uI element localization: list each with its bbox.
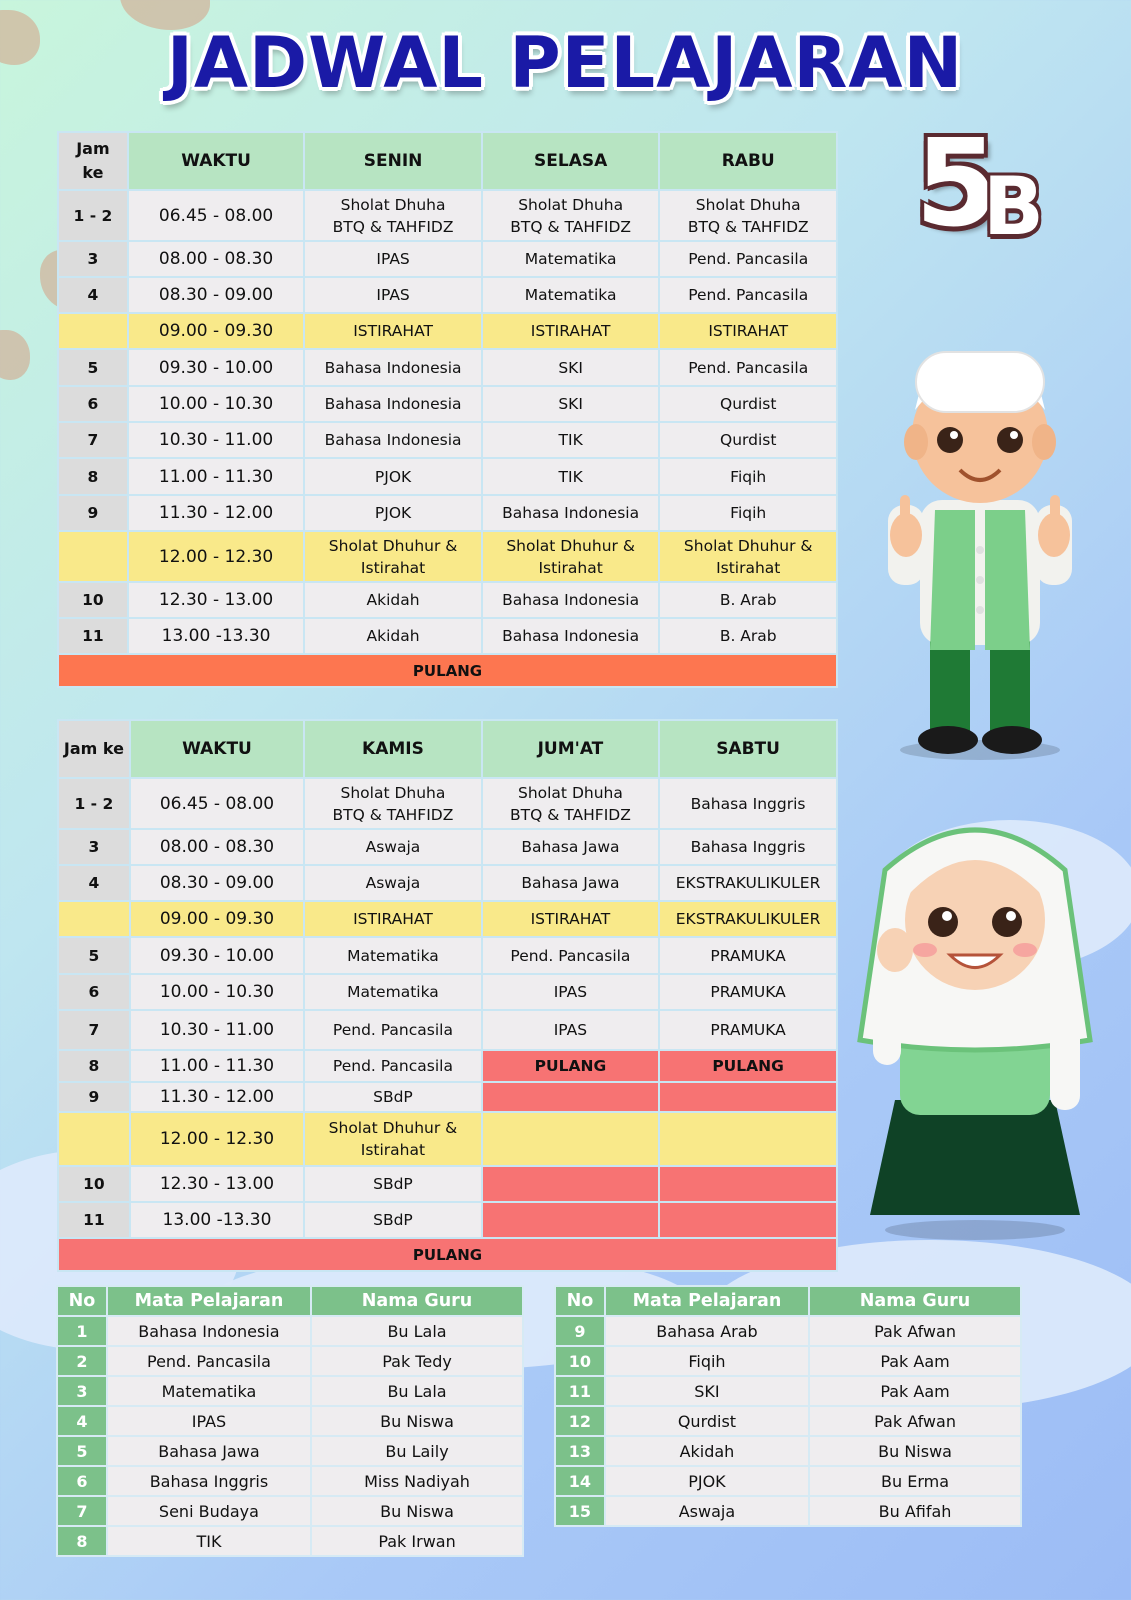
- teacher-row: [555, 1376, 1021, 1406]
- jam-ke-cell: 4: [58, 277, 128, 313]
- schedule-row: [58, 386, 837, 422]
- waktu-cell: 08.30 - 09.00: [130, 865, 304, 901]
- jam-ke-cell: 8: [58, 458, 128, 495]
- schedule-row: [58, 313, 837, 349]
- header-no: No: [57, 1286, 107, 1316]
- header-jam-ke: Jam ke: [58, 720, 130, 778]
- jam-ke-cell: 10: [58, 582, 128, 618]
- pulang-row: [58, 1238, 837, 1271]
- schedule-row: [58, 1050, 837, 1082]
- subject-cell: [659, 1166, 837, 1202]
- teacher-no: 10: [555, 1346, 605, 1376]
- subject-cell: [659, 1112, 837, 1166]
- subject-cell: [482, 1202, 659, 1238]
- jam-ke-cell: 10: [58, 1166, 130, 1202]
- subject-cell: ISTIRAHAT: [304, 313, 482, 349]
- subject-cell: Sholat Dhuha BTQ & TAHFIDZ: [304, 778, 482, 829]
- subject-name: Bahasa Inggris: [107, 1466, 311, 1496]
- subject-cell: [482, 1112, 659, 1166]
- teacher-name: Bu Niswa: [311, 1496, 523, 1526]
- waktu-cell: 12.30 - 13.00: [130, 1166, 304, 1202]
- teacher-table-right: [554, 1285, 1022, 1527]
- waktu-cell: 08.00 - 08.30: [130, 829, 304, 865]
- teacher-row: [555, 1346, 1021, 1376]
- teacher-list: [57, 1316, 523, 1556]
- subject-name: Bahasa Arab: [605, 1316, 809, 1346]
- teacher-row: [555, 1436, 1021, 1466]
- jam-ke-cell: [58, 1112, 130, 1166]
- schedule-row: [58, 829, 837, 865]
- waktu-cell: 08.30 - 09.00: [128, 277, 304, 313]
- jam-ke-cell: 6: [58, 974, 130, 1010]
- subject-cell: Sholat Dhuhur & Istirahat: [304, 531, 482, 582]
- jam-ke-cell: 7: [58, 422, 128, 458]
- subject-name: Qurdist: [605, 1406, 809, 1436]
- subject-cell: ISTIRAHAT: [482, 901, 659, 937]
- waktu-cell: 10.00 - 10.30: [128, 386, 304, 422]
- teacher-no: 6: [57, 1466, 107, 1496]
- teacher-no: 15: [555, 1496, 605, 1526]
- teacher-name: Pak Afwan: [809, 1406, 1021, 1436]
- subject-cell: Sholat Dhuha BTQ & TAHFIDZ: [659, 190, 837, 241]
- header-waktu: WAKTU: [130, 720, 304, 778]
- subject-cell: Bahasa Indonesia: [304, 349, 482, 386]
- jam-ke-cell: 4: [58, 865, 130, 901]
- jam-ke-cell: [58, 901, 130, 937]
- teacher-row: [57, 1466, 523, 1496]
- subject-cell: Aswaja: [304, 865, 482, 901]
- jam-ke-cell: 11: [58, 618, 128, 654]
- jam-ke-cell: 6: [58, 386, 128, 422]
- teacher-name: Pak Irwan: [311, 1526, 523, 1556]
- schedule-row: [58, 778, 837, 829]
- subject-cell: IPAS: [304, 277, 482, 313]
- waktu-cell: 09.30 - 10.00: [128, 349, 304, 386]
- schedule-row: [58, 937, 837, 974]
- waktu-cell: 13.00 -13.30: [128, 618, 304, 654]
- waktu-cell: 11.00 - 11.30: [128, 458, 304, 495]
- subject-cell: Qurdist: [659, 386, 837, 422]
- subject-cell: Bahasa Inggris: [659, 829, 837, 865]
- teacher-no: 8: [57, 1526, 107, 1556]
- schedule-row: [58, 1112, 837, 1166]
- jam-ke-cell: 5: [58, 937, 130, 974]
- schedule-body: [58, 190, 837, 687]
- decor-blob: [0, 10, 40, 65]
- teacher-no: 5: [57, 1436, 107, 1466]
- teacher-no: 12: [555, 1406, 605, 1436]
- subject-cell: Aswaja: [304, 829, 482, 865]
- subject-cell: Matematika: [304, 974, 482, 1010]
- pulang-label: PULANG: [58, 1238, 837, 1271]
- subject-name: Seni Budaya: [107, 1496, 311, 1526]
- waktu-cell: 11.00 - 11.30: [130, 1050, 304, 1082]
- subject-cell: PRAMUKA: [659, 1010, 837, 1050]
- schedule-body: [58, 778, 837, 1271]
- subject-cell: Akidah: [304, 618, 482, 654]
- jam-ke-cell: 3: [58, 829, 130, 865]
- waktu-cell: 09.30 - 10.00: [130, 937, 304, 974]
- jam-ke-cell: 11: [58, 1202, 130, 1238]
- schedule-row: [58, 349, 837, 386]
- waktu-cell: 10.30 - 11.00: [130, 1010, 304, 1050]
- subject-name: Fiqih: [605, 1346, 809, 1376]
- subject-cell: IPAS: [482, 1010, 659, 1050]
- subject-cell: SBdP: [304, 1202, 482, 1238]
- jam-ke-cell: 7: [58, 1010, 130, 1050]
- subject-cell: IPAS: [304, 241, 482, 277]
- teacher-name: Bu Niswa: [809, 1436, 1021, 1466]
- subject-name: Akidah: [605, 1436, 809, 1466]
- teacher-row: [555, 1406, 1021, 1436]
- subject-cell: ISTIRAHAT: [482, 313, 660, 349]
- subject-cell: Sholat Dhuha BTQ & TAHFIDZ: [482, 190, 660, 241]
- subject-cell: PJOK: [304, 495, 482, 531]
- teacher-name: Pak Aam: [809, 1346, 1021, 1376]
- schedule-row: [58, 422, 837, 458]
- pulang-label: PULANG: [58, 654, 837, 687]
- teacher-row: [57, 1406, 523, 1436]
- subject-cell: EKSTRAKULIKULER: [659, 865, 837, 901]
- boy-illustration: [880, 330, 1080, 770]
- teacher-row: [57, 1316, 523, 1346]
- schedule-row: [58, 495, 837, 531]
- teacher-no: 14: [555, 1466, 605, 1496]
- subject-cell: Matematika: [482, 241, 660, 277]
- jam-ke-cell: [58, 313, 128, 349]
- subject-cell: TIK: [482, 422, 660, 458]
- subject-cell: SBdP: [304, 1166, 482, 1202]
- schedule-row: [58, 190, 837, 241]
- subject-cell: TIK: [482, 458, 660, 495]
- subject-cell: Bahasa Jawa: [482, 829, 659, 865]
- schedule-row: [58, 458, 837, 495]
- subject-cell: Pend. Pancasila: [482, 937, 659, 974]
- subject-cell: Sholat Dhuha BTQ & TAHFIDZ: [304, 190, 482, 241]
- waktu-cell: 11.30 - 12.00: [128, 495, 304, 531]
- waktu-cell: 06.45 - 08.00: [128, 190, 304, 241]
- subject-cell: SKI: [482, 349, 660, 386]
- subject-name: Pend. Pancasila: [107, 1346, 311, 1376]
- teacher-name: Bu Laily: [311, 1436, 523, 1466]
- header-mata-pelajaran: Mata Pelajaran: [107, 1286, 311, 1316]
- jam-ke-cell: 9: [58, 495, 128, 531]
- header-kamis: KAMIS: [304, 720, 482, 778]
- subject-cell: Sholat Dhuha BTQ & TAHFIDZ: [482, 778, 659, 829]
- teacher-name: Bu Afifah: [809, 1496, 1021, 1526]
- subject-name: Matematika: [107, 1376, 311, 1406]
- subject-cell: Bahasa Indonesia: [482, 495, 660, 531]
- subject-cell: Pend. Pancasila: [304, 1010, 482, 1050]
- header-jumat: JUM'AT: [482, 720, 659, 778]
- subject-cell: PRAMUKA: [659, 937, 837, 974]
- jam-ke-cell: 8: [58, 1050, 130, 1082]
- teacher-name: Pak Tedy: [311, 1346, 523, 1376]
- teacher-no: 11: [555, 1376, 605, 1406]
- waktu-cell: 12.00 - 12.30: [128, 531, 304, 582]
- subject-name: IPAS: [107, 1406, 311, 1436]
- schedule-table-kamis-sabtu: [57, 719, 838, 1272]
- schedule-row: [58, 901, 837, 937]
- subject-cell: Bahasa Indonesia: [304, 422, 482, 458]
- subject-cell: Pend. Pancasila: [659, 277, 837, 313]
- teacher-table-left: [56, 1285, 524, 1557]
- teacher-no: 1: [57, 1316, 107, 1346]
- teacher-row: [57, 1376, 523, 1406]
- header-senin: SENIN: [304, 132, 482, 190]
- header-sabtu: SABTU: [659, 720, 837, 778]
- teacher-row: [555, 1466, 1021, 1496]
- waktu-cell: 11.30 - 12.00: [130, 1082, 304, 1112]
- subject-cell: [659, 1202, 837, 1238]
- jam-ke-cell: 5: [58, 349, 128, 386]
- subject-cell: PJOK: [304, 458, 482, 495]
- class-number: 5: [915, 115, 999, 254]
- subject-cell: SBdP: [304, 1082, 482, 1112]
- schedule-row: [58, 618, 837, 654]
- waktu-cell: 09.00 - 09.30: [128, 313, 304, 349]
- waktu-cell: 09.00 - 09.30: [130, 901, 304, 937]
- subject-cell: [659, 1082, 837, 1112]
- teacher-name: Pak Afwan: [809, 1316, 1021, 1346]
- subject-cell: Pend. Pancasila: [659, 349, 837, 386]
- subject-cell: Bahasa Indonesia: [482, 618, 660, 654]
- waktu-cell: 13.00 -13.30: [130, 1202, 304, 1238]
- teacher-name: Miss Nadiyah: [311, 1466, 523, 1496]
- subject-cell: Pend. Pancasila: [659, 241, 837, 277]
- subject-cell: EKSTRAKULIKULER: [659, 901, 837, 937]
- pulang-row: [58, 654, 837, 687]
- subject-cell: [482, 1166, 659, 1202]
- subject-name: TIK: [107, 1526, 311, 1556]
- waktu-cell: 10.30 - 11.00: [128, 422, 304, 458]
- header-no: No: [555, 1286, 605, 1316]
- teacher-name: Bu Niswa: [311, 1406, 523, 1436]
- subject-name: Aswaja: [605, 1496, 809, 1526]
- schedule-row: [58, 974, 837, 1010]
- schedule-row: [58, 582, 837, 618]
- jam-ke-cell: 1 - 2: [58, 190, 128, 241]
- header-rabu: RABU: [659, 132, 837, 190]
- teacher-row: [57, 1526, 523, 1556]
- subject-cell: Matematika: [304, 937, 482, 974]
- subject-cell: B. Arab: [659, 582, 837, 618]
- subject-name: SKI: [605, 1376, 809, 1406]
- subject-cell: SKI: [482, 386, 660, 422]
- subject-cell: Bahasa Jawa: [482, 865, 659, 901]
- subject-cell: Akidah: [304, 582, 482, 618]
- teacher-row: [555, 1316, 1021, 1346]
- teacher-name: Bu Erma: [809, 1466, 1021, 1496]
- subject-cell: [482, 1082, 659, 1112]
- teacher-row: [555, 1496, 1021, 1526]
- schedule-row: [58, 865, 837, 901]
- schedule-row: [58, 1202, 837, 1238]
- teacher-no: 9: [555, 1316, 605, 1346]
- waktu-cell: 12.00 - 12.30: [130, 1112, 304, 1166]
- subject-cell: Bahasa Indonesia: [482, 582, 660, 618]
- teacher-no: 2: [57, 1346, 107, 1376]
- class-letter: B: [983, 160, 1044, 253]
- subject-cell: PULANG: [659, 1050, 837, 1082]
- subject-cell: Pend. Pancasila: [304, 1050, 482, 1082]
- subject-cell: Qurdist: [659, 422, 837, 458]
- schedule-row: [58, 241, 837, 277]
- header-waktu: WAKTU: [128, 132, 304, 190]
- subject-name: Bahasa Indonesia: [107, 1316, 311, 1346]
- subject-cell: Fiqih: [659, 495, 837, 531]
- subject-cell: B. Arab: [659, 618, 837, 654]
- subject-cell: Fiqih: [659, 458, 837, 495]
- subject-cell: IPAS: [482, 974, 659, 1010]
- girl-illustration: [855, 810, 1095, 1250]
- subject-cell: Bahasa Inggris: [659, 778, 837, 829]
- teacher-name: Pak Aam: [809, 1376, 1021, 1406]
- waktu-cell: 08.00 - 08.30: [128, 241, 304, 277]
- header-nama-guru: Nama Guru: [809, 1286, 1021, 1316]
- header-selasa: SELASA: [482, 132, 660, 190]
- teacher-row: [57, 1496, 523, 1526]
- subject-cell: ISTIRAHAT: [659, 313, 837, 349]
- teacher-no: 4: [57, 1406, 107, 1436]
- subject-cell: Sholat Dhuhur & Istirahat: [659, 531, 837, 582]
- teacher-no: 3: [57, 1376, 107, 1406]
- schedule-row: [58, 1010, 837, 1050]
- teacher-name: Bu Lala: [311, 1316, 523, 1346]
- teacher-no: 13: [555, 1436, 605, 1466]
- schedule-row: [58, 277, 837, 313]
- teacher-no: 7: [57, 1496, 107, 1526]
- schedule-row: [58, 1082, 837, 1112]
- subject-cell: Sholat Dhuhur & Istirahat: [482, 531, 660, 582]
- header-mata-pelajaran: Mata Pelajaran: [605, 1286, 809, 1316]
- jam-ke-cell: 3: [58, 241, 128, 277]
- header-jam-ke: Jam ke: [58, 132, 128, 190]
- jam-ke-cell: 1 - 2: [58, 778, 130, 829]
- schedule-table-senin-rabu: [57, 131, 838, 688]
- subject-cell: Bahasa Indonesia: [304, 386, 482, 422]
- waktu-cell: 06.45 - 08.00: [130, 778, 304, 829]
- subject-name: PJOK: [605, 1466, 809, 1496]
- teacher-row: [57, 1436, 523, 1466]
- teacher-name: Bu Lala: [311, 1376, 523, 1406]
- page-title: JADWAL PELAJARAN: [166, 22, 964, 104]
- teacher-list: [555, 1316, 1021, 1526]
- waktu-cell: 12.30 - 13.00: [128, 582, 304, 618]
- subject-cell: Sholat Dhuhur & Istirahat: [304, 1112, 482, 1166]
- jam-ke-cell: 9: [58, 1082, 130, 1112]
- header-nama-guru: Nama Guru: [311, 1286, 523, 1316]
- class-badge: [915, 115, 1065, 255]
- subject-cell: Matematika: [482, 277, 660, 313]
- teacher-row: [57, 1346, 523, 1376]
- jam-ke-cell: [58, 531, 128, 582]
- waktu-cell: 10.00 - 10.30: [130, 974, 304, 1010]
- schedule-row: [58, 1166, 837, 1202]
- subject-name: Bahasa Jawa: [107, 1436, 311, 1466]
- subject-cell: PULANG: [482, 1050, 659, 1082]
- schedule-row: [58, 531, 837, 582]
- subject-cell: PRAMUKA: [659, 974, 837, 1010]
- decor-blob: [0, 330, 30, 380]
- subject-cell: ISTIRAHAT: [304, 901, 482, 937]
